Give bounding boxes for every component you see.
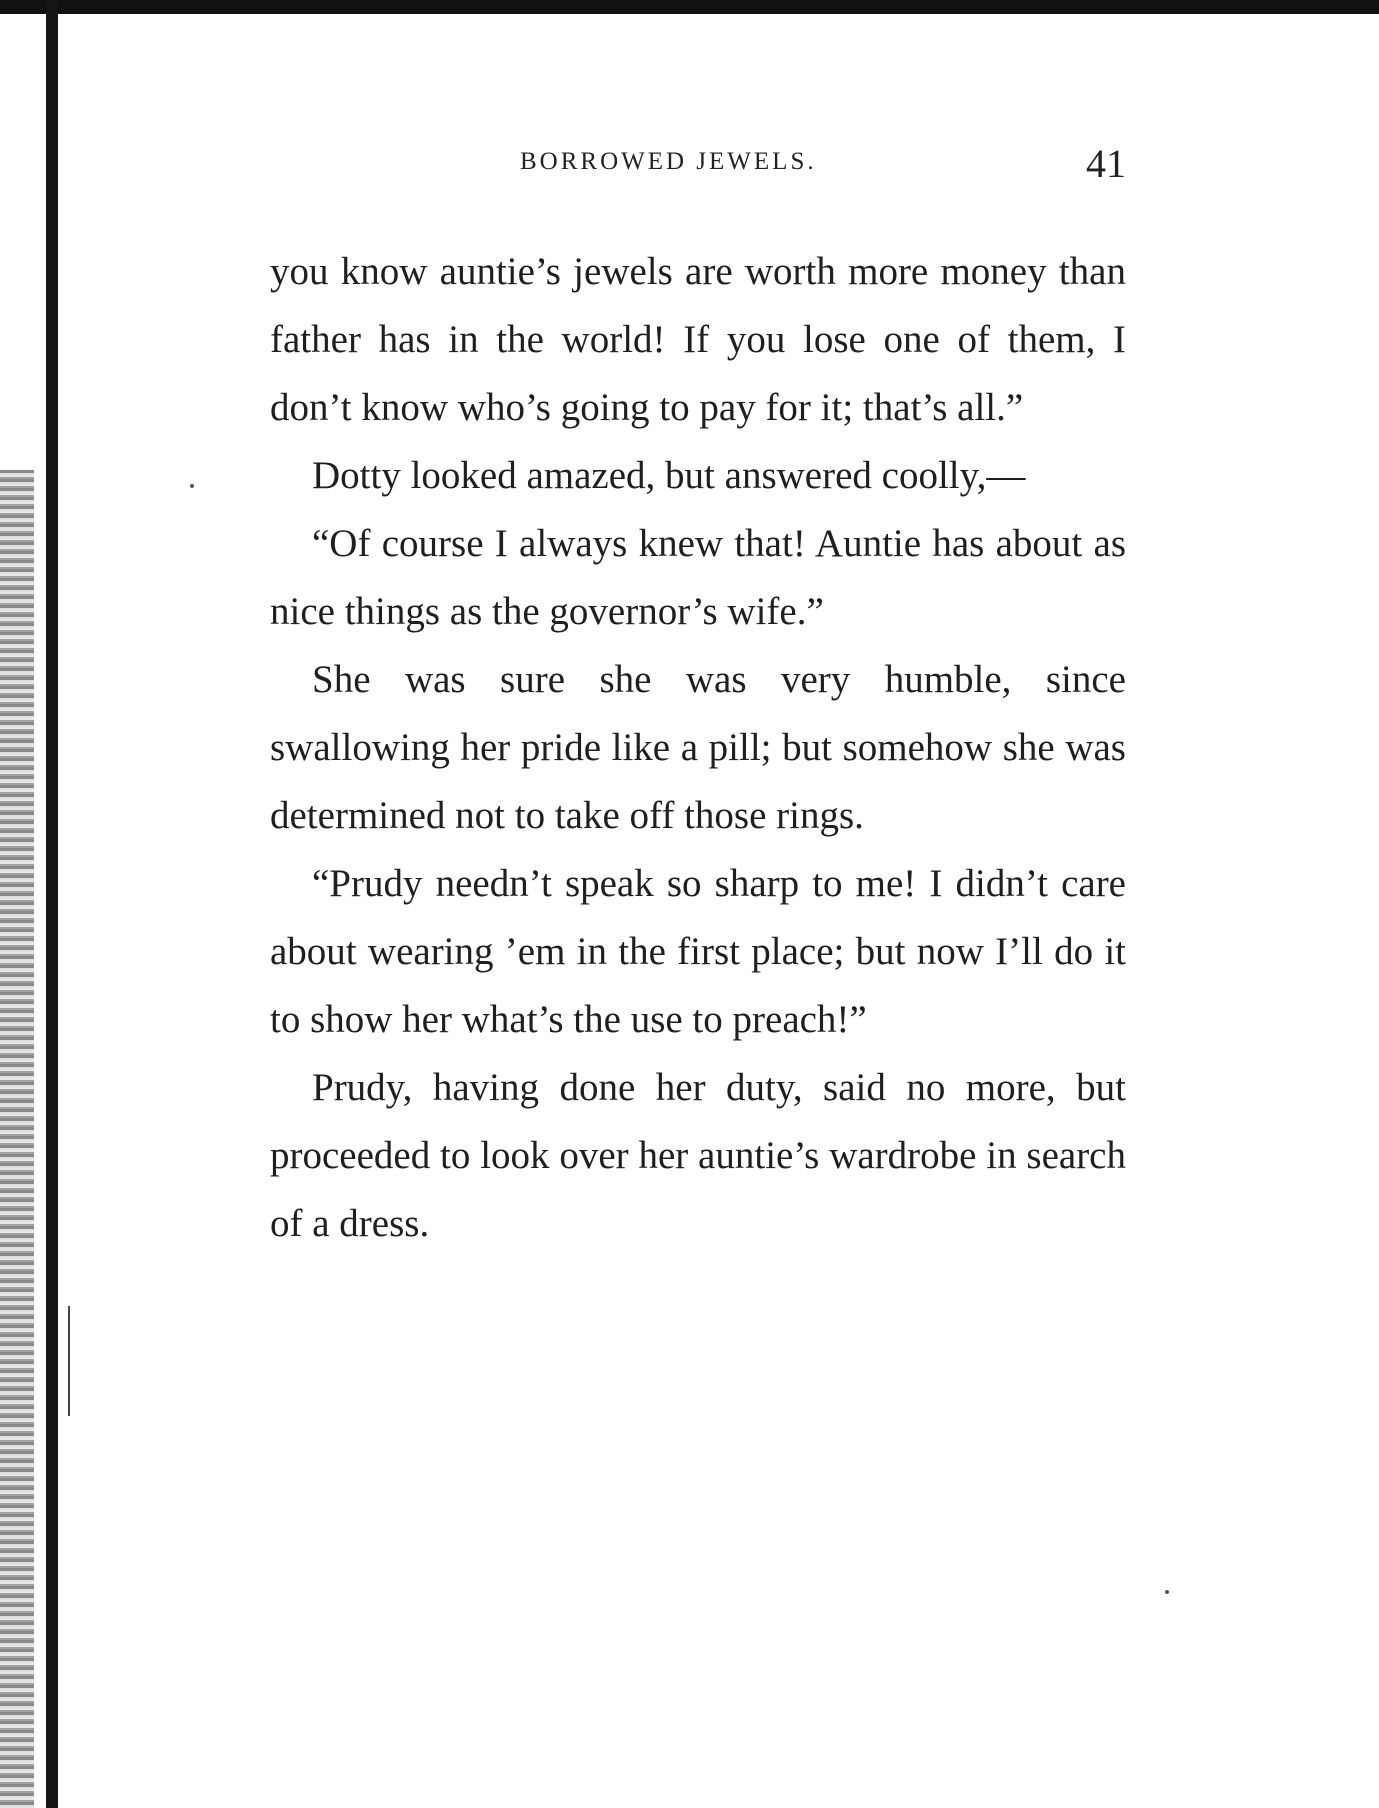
page-number: 41 xyxy=(1086,141,1126,186)
paragraph: “Of course I always knew that! Auntie has about as nice things as the governor’s wife.” xyxy=(270,522,1126,633)
book-spine-shadow xyxy=(46,0,58,1808)
speck xyxy=(190,484,194,488)
paragraph: Prudy, having done her duty, said no more, but proceeded to look over her auntie’s wardrobe in search of a dress. xyxy=(270,1066,1126,1245)
page-body xyxy=(270,238,1126,1258)
paragraph: you know auntie’s jewels are worth more money than father has in the world! If you lose one of them, I don’t know who’s going to pay for it; that’s all.” xyxy=(270,250,1126,429)
paragraph: “Prudy needn’t speak so sharp to me! I didn’t care about wearing ’em in the first place; but now I’ll do it to show her what’s the use to preach!” xyxy=(270,862,1126,1041)
running-head-title: BORROWED JEWELS. xyxy=(520,148,817,175)
speck xyxy=(1165,1590,1169,1594)
page-edge-texture xyxy=(0,470,34,1808)
running-head xyxy=(270,140,1126,190)
margin-mark xyxy=(68,1306,70,1416)
top-border xyxy=(0,0,1379,14)
paragraph: Dotty looked amazed, but answered coolly,— xyxy=(312,454,1026,497)
paragraph: She was sure she was very humble, since swallowing her pride like a pill; but somehow she was determined not to take off those rings. xyxy=(270,658,1126,837)
